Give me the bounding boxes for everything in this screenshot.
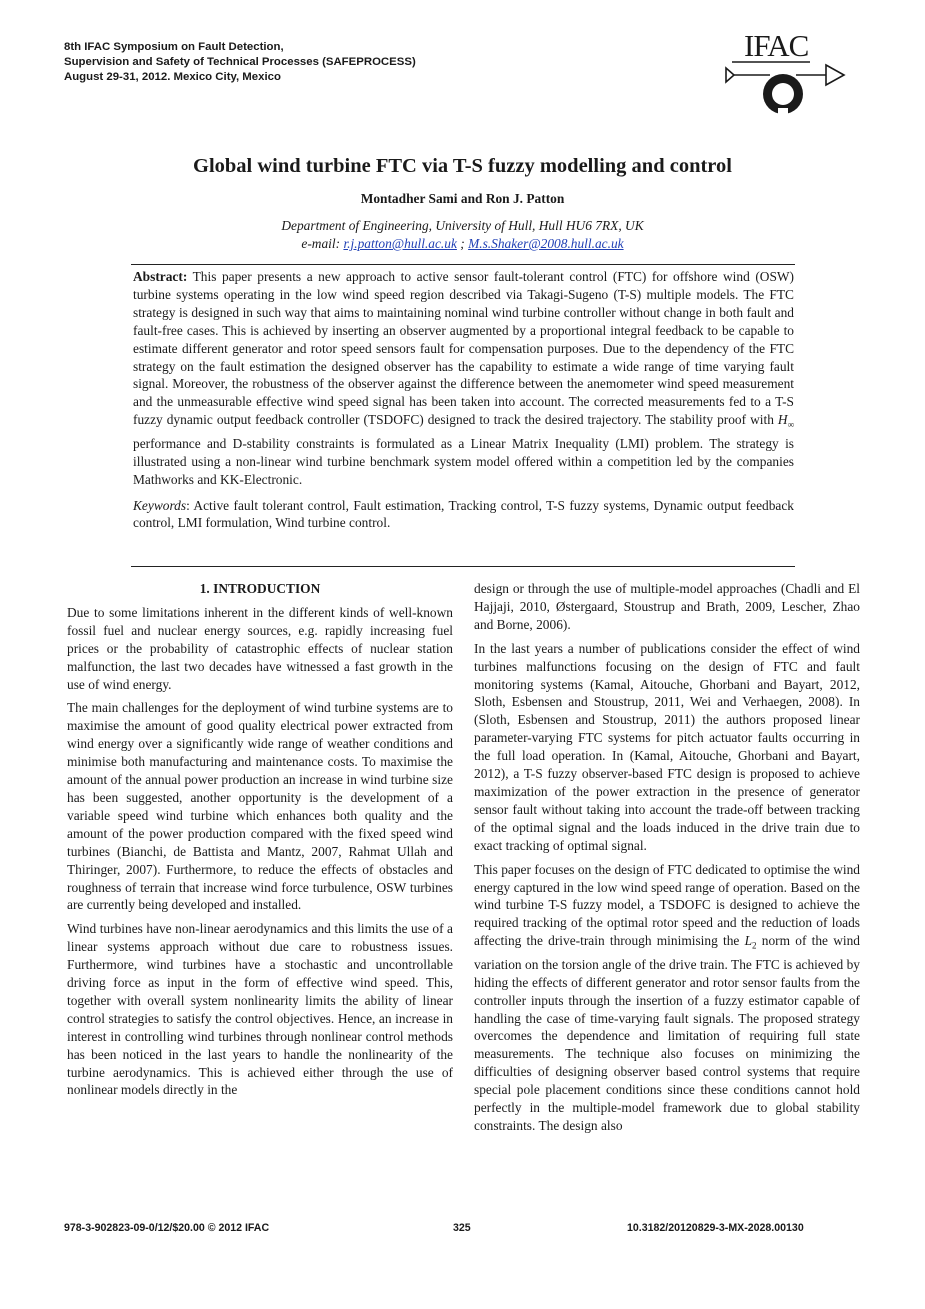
abstract-text	[133, 268, 794, 489]
email-separator: ;	[456, 236, 469, 251]
paragraph: In the last years a number of publications consider the effect of wind turbines malfunctions focusing on the design of FTC and fault monitoring systems (Kamal, Aitouche, Ghorbani and Bayart, 2012, Sloth, Esbensen and Stoustrup, 2011, Wei and Verhaegen, 2008). In (Sloth, Esbensen and Stoustrup, 2011) the authors proposed linear parameter-varying FTC systems for pitch actuator faults occurring in the full load operation. In (Kamal, Aitouche, Ghorbani and Bayart, 2012), a T-S fuzzy observer-based FTC design is proposed to achieve maximization of the power extraction in the presence of generator sensor fault without taking into account the trade-off between tracking of the optimal signal and the loads induced in the drive train due to exact tracking of optimal signal.	[474, 640, 860, 853]
hinf-symbol: H	[777, 412, 788, 428]
abstract-body-1: This paper presents a new approach to active sensor fault-tolerant control (FTC) for offshore wind (OSW) turbine systems operating in the low wind speed region described via Takagi-Sugeno (T-S) multiple models. The FTC strategy is designed in such way that aims to maintaining nominal wind turbine controller without change in both fault and fault-free cases. This is achieved by inserting an observer augmented by a proportional integral feedback to be capable to estimate different generator and rotor speed sensors fault for compensation purposes. Due to the dependency of the FTC strategy on the fault estimation the designed observer has the capability to estimate a wide range of time varying fault signal. Moreover, the robustness of the observer against the difference between the anemometer wind speed measurement and the unmeasurable effective wind speed signal has been taken into account. The corrected measurements fed to a T-S fuzzy dynamic output feedback controller (TSDOFC) designed to track the desired trajectory. The stability proof with	[133, 269, 794, 428]
keywords-label: Keywords	[133, 497, 187, 513]
section-heading-introduction: 1. INTRODUCTION	[199, 581, 321, 596]
affiliation-block	[0, 217, 925, 253]
abstract-label: Abstract:	[133, 269, 188, 284]
l2-symbol: L	[744, 933, 753, 949]
abstract-body-2: performance and D-stability constraints is formulated as a Linear Matrix Inequality (LMI) problem. The strategy is illustrated using a non-linear wind turbine benchmark system model offered within a competition led by the companies Mathworks and KK-Electronic.	[133, 435, 794, 487]
conference-line-1: 8th IFAC Symposium on Fault Detection,	[64, 41, 284, 53]
paragraph: Wind turbines have non-linear aerodynamics and this limits the use of a linear systems approach without due care to robustness issues. Furthermore, wind turbines have a stochastic and uncontrollable driving force as input in the form of effective wind speed. This, together with overall system nonlinearity limits the ability of linear control strategies to satisfy the control objectives. Hence, an increase in interest in controlling wind turbines through nonlinear control methods has been noticed in the last years to handle the nonlinearity of the turbine aerodynamics. This is achieved either through the use of nonlinear models directly in the	[67, 921, 453, 1098]
keywords-text: : Active fault tolerant control, Fault estimation, Tracking control, T-S fuzzy systems, Dynamic output feedback control, LMI formulation, Wind turbine control.	[133, 497, 794, 531]
paragraph: design or through the use of multiple-model approaches (Chadli and El Hajjaji, 2010, Østergaard, Stoustrup and Brath, 2009, Lescher, Zhao and Borne, 2006).	[474, 581, 860, 632]
footer-isbn: 978-3-902823-09-0/12/$20.00 © 2012 IFAC	[64, 1222, 270, 1234]
conference-line-3: August 29-31, 2012. Mexico City, Mexico	[64, 71, 281, 83]
keywords	[133, 497, 794, 533]
paper-title: Global wind turbine FTC via T-S fuzzy modelling and control	[193, 155, 732, 177]
email-label: e-mail:	[301, 236, 344, 251]
abstract-top-rule	[131, 264, 795, 265]
conference-header	[64, 40, 416, 85]
footer-page-number: 325	[453, 1222, 471, 1234]
paragraph-part: This paper focuses on the design of FTC dedicated to optimise the wind energy captured in the low wind speed range of operation. Based on the wind turbine T-S fuzzy model, a TSDOFC is designed to achieve the required tracking of the optimal rotor speed and the reduction of loads affecting the drive-train through minimising the	[474, 861, 860, 949]
paragraph	[474, 861, 860, 1135]
left-column	[67, 580, 453, 1105]
paragraph: The main challenges for the deployment of wind turbine systems are to maximise the amount of good quality electrical power extracted from wind energy over a significantly wide range of weather conditions and minimise both manufacturing and maintenance costs. To maximise the amount of the annual power production an increase in wind turbine size has been suggested, another opportunity is the development of a variable speed wind turbine which enhances both quality and the amount of the power production compared with the fixed speed wind turbines (Bianchi, de Battista and Mantz, 2007, Rahmat Ullah and Thiringer, 2007). Furthermore, to reduce the effects of obstacles and roughness of terrain that increase wind force turbulence, OSW turbines are currently being developed and installed.	[67, 700, 453, 913]
conference-line-2: Supervision and Safety of Technical Processes (SAFEPROCESS)	[64, 56, 416, 68]
footer-doi: 10.3182/20120829-3-MX-2028.00130	[627, 1222, 804, 1234]
paper-authors: Montadher Sami and Ron J. Patton	[360, 191, 565, 206]
abstract	[133, 268, 794, 532]
affiliation: Department of Engineering, University of Hull, Hull HU6 7RX, UK	[281, 218, 644, 233]
ifac-logo-text: IFAC	[744, 34, 809, 63]
email-line	[0, 235, 925, 253]
hinf-subscript: ∞	[787, 419, 794, 430]
ifac-logo	[722, 34, 847, 118]
logo-right-arrow	[826, 65, 844, 85]
paragraph-part: norm of the wind variation on the torsion angle of the drive train. The FTC is achieved by hiding the effects of different generator and rotor sensor faults from the controller inputs through the insertion of a fuzzy estimator capable of handling the case of time-varying fault signals. The proposed strategy overcomes the dependence and limitation of requiring full state measurements. The technique also focuses on minimizing the difficulties of designing observer based control systems that require special pole placement conditions since these conditions cannot hold perfectly in the multiple-model framework due to global stability constraints. The design also	[474, 933, 861, 1133]
email-link-2[interactable]: M.s.Shaker@2008.hull.ac.uk	[468, 236, 624, 251]
email-link-1[interactable]: r.j.patton@hull.ac.uk	[343, 236, 457, 251]
l2-subscript: 2	[752, 940, 757, 951]
logo-left-arrow	[726, 68, 734, 82]
abstract-bottom-rule	[131, 566, 795, 567]
right-column	[474, 580, 860, 1141]
paragraph: Due to some limitations inherent in the different kinds of well-known fossil fuel and nuclear energy sources, e.g. rapidly increasing fuel prices or the probability of catastrophic effects of nuclear station malfunction, the last two decades have witnessed a fast growth in the use of wind energy.	[67, 604, 453, 692]
